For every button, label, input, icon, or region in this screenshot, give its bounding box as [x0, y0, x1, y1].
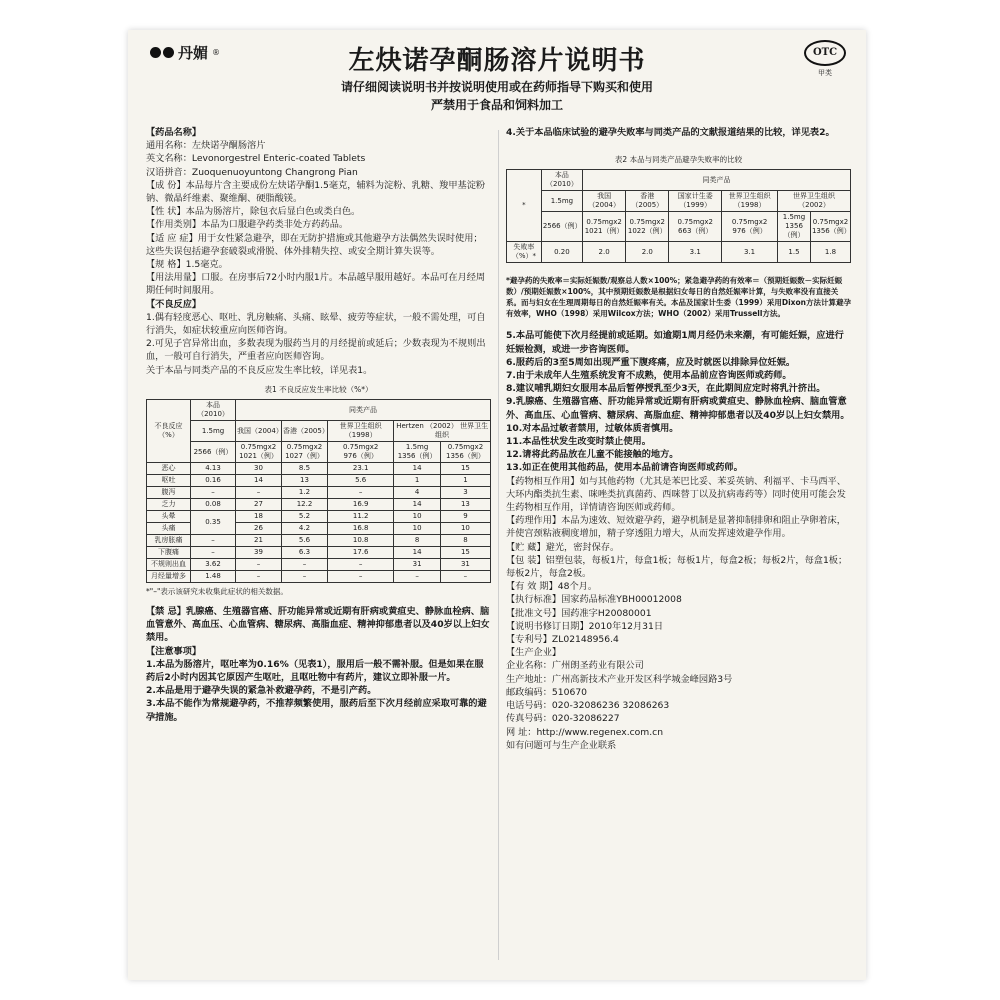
table1-cell: 31: [394, 559, 441, 571]
table2-cell: 2.0: [583, 242, 626, 263]
table2-dose-who98: 0.75mgx2 976（例）: [722, 212, 778, 242]
adverse-item-1: 1.偶有轻度恶心、呕吐、乳房触痛、头痛、眩晕、疲劳等症状，一般不需处理，可自行消失，如症状较重应向医师咨询。: [146, 311, 486, 337]
table2-cell: 3.1: [669, 242, 722, 263]
table-row: [147, 463, 491, 475]
section-standard: 【执行标准】国家药品标准YBH00012008: [506, 594, 682, 606]
manufacturer-fax: 传真号码：020-32086227: [506, 713, 620, 725]
table1-cell: 4.2: [282, 523, 328, 535]
table2-header-hk: 香港（2005）: [626, 191, 669, 212]
table1-cell: –: [440, 571, 490, 583]
manufacturer-website: 网 址：http://www.regenex.com.cn: [506, 726, 664, 738]
table1-adverse-reactions: [146, 399, 491, 583]
table2-cell: 0.20: [541, 242, 582, 263]
table2-dose-cn: 0.75mgx2 1021（例）: [583, 212, 626, 242]
generic-name: 通用名称：左炔诺孕酮肠溶片: [146, 140, 266, 152]
manufacturer-phone: 电话号码：020-32086236 32086263: [506, 700, 670, 712]
table1-cell: 乏力: [147, 499, 191, 511]
section-approval: 【批准文号】国药准字H20080001: [506, 607, 652, 619]
precaution-10: 10.对本品过敏者禁用，过敏体质者慎用。: [506, 422, 679, 434]
table1-cell: 1: [440, 475, 490, 487]
table1-cell: –: [282, 571, 328, 583]
table1-cell: –: [327, 571, 393, 583]
precaution-3: 3.本品不能作为常规避孕药，不推荐频繁使用，服药后至下次月经前应采取可靠的避孕措施。: [146, 698, 487, 723]
table2-header-who98: 世界卫生组织（1998）: [722, 191, 778, 212]
table1-cell: 10.8: [327, 535, 393, 547]
table1-cell: –: [236, 487, 282, 499]
table1-cell: 10: [394, 523, 441, 535]
section-storage: 【贮 藏】避光，密封保存。: [506, 541, 620, 553]
manufacturer-name: 企业名称：广州朗圣药业有限公司: [506, 660, 644, 672]
table1-cell: 15: [440, 547, 490, 559]
table2-dose-ours: 1.5mg: [541, 191, 582, 212]
table1-cell: –: [191, 487, 236, 499]
table1-cell: –: [236, 571, 282, 583]
table2-dose-w1: 1.5mg 1356（例）: [778, 212, 811, 242]
table2-cell: 2.0: [626, 242, 669, 263]
precaution-5: 5.本品可能使下次月经提前或延期。如逾期1周月经仍未来潮，有可能妊娠，应进行妊娠检测，或进一步咨询医师。: [506, 330, 844, 355]
table2-row-label: 失败率（%）*: [507, 242, 542, 263]
table1-cell: –: [327, 559, 393, 571]
table1-cell: –: [236, 559, 282, 571]
table1-cell: 不规则出血: [147, 559, 191, 571]
table-row: [507, 242, 851, 263]
otc-class: 甲类: [818, 69, 832, 77]
table1-cell: 14: [394, 547, 441, 559]
section-revision-date: 【说明书修订日期】2010年12月31日: [506, 620, 664, 632]
manufacturer-contact: 如有问题可与生产企业联系: [506, 739, 617, 751]
section-package: 【包 装】铝塑包装，每板1片，每盒1板；每板1片，每盒2板；每板2片，每盒1板；每板2片，每盒2板。: [506, 554, 848, 580]
table1-cell: 14: [394, 499, 441, 511]
table1-cell: 18: [236, 511, 282, 523]
precaution-12: 12.请将此药品放在儿童不能接触的地方。: [506, 449, 679, 461]
section-precautions-heading: 【注意事项】: [146, 645, 202, 657]
table1-caption: 表1 不良反应发生率比较（%*）: [264, 384, 373, 394]
section-manufacturer-heading: 【生产企业】: [506, 647, 562, 659]
table2-note: *避孕药的失败率＝实际妊娠数/观察总人数×100%；紧急避孕药的有效率＝（预期妊娠数－实际妊娠数）/预期妊娠数×100%，其中预期妊娠数是根据妇女每日的自然妊娠率计算，与失败率没有直接关系。而与妇女在生理周期每日的自然妊娠率有关。本品及国家计生委（1999）采用Dixon方法计算避孕有效率，WHO（1998）采用Wilcox方法；WHO（2002）采用Trussell方法。: [506, 276, 851, 319]
table2-cell: 3.1: [722, 242, 778, 263]
table2-header-cn: 我国（2004）: [583, 191, 626, 212]
table-row: [147, 499, 491, 511]
table1-dose-h1: 1.5mg 1356（例）: [394, 442, 441, 463]
table2-cell: 1.8: [810, 242, 850, 263]
section-dosage: 【用法用量】口服。在房事后72小时内服1片。本品越早服用越好。本品可在月经周期任何时间服用。: [146, 272, 486, 297]
precaution-13: 13.如正在使用其他药品，使用本品前请咨询医师或药师。: [506, 462, 743, 474]
leaflet-sheet: [128, 30, 866, 980]
table1-cell: 5.2: [282, 511, 328, 523]
column-divider: [498, 130, 499, 960]
otc-badge: [804, 40, 846, 78]
table1-dose-cn: 0.75mgx2 1021（例）: [236, 442, 282, 463]
precaution-8: 8.建议哺乳期妇女服用本品后暂停授乳至少3天，在此期间应定时将乳汁挤出。: [506, 383, 826, 395]
table1-cell: 8.5: [282, 463, 328, 475]
precaution-1: 1.本品为肠溶片，呕吐率为0.16%（见表1），服用后一般不需补服。但是如果在服药后2小时内因其它原因产生呕吐，且呕吐物中有药片，建议立即补服一片。: [146, 658, 484, 684]
table2-n-ours: 2566（例）: [541, 212, 582, 242]
table-row: [147, 547, 491, 559]
precaution-11: 11.本品性状发生改变时禁止使用。: [506, 436, 651, 448]
food-warning: 严禁用于食品和饲料加工: [430, 98, 563, 112]
table1-cell: 8: [440, 535, 490, 547]
table-row: [147, 559, 491, 571]
table1-cell: 10: [440, 523, 490, 535]
table1-cell: 10: [394, 511, 441, 523]
document-title: 左炔诺孕酮肠溶片说明书: [348, 46, 646, 76]
table2-header-ours: 本品（2010）: [541, 170, 582, 191]
section-adverse-heading: 【不良反应】: [146, 298, 202, 310]
table2-cell: 1.5: [778, 242, 811, 263]
table1-header-cn: 我国（2004）: [236, 421, 282, 442]
table1-cell: 5.6: [327, 475, 393, 487]
table1-cell: 16.9: [327, 499, 393, 511]
table1-cell: 3: [440, 487, 490, 499]
section-appearance: 【性 状】本品为肠溶片，除包衣后显白色或类白色。: [146, 206, 361, 218]
table1-cell: 0.35: [191, 511, 236, 535]
table2-failure-rate: [506, 169, 851, 263]
table1-cell: 14: [236, 475, 282, 487]
table1-dose-h2: 0.75mgx2 1356（例）: [440, 442, 490, 463]
section-validity: 【有 效 期】48个月。: [506, 581, 598, 593]
section-contraindications: 【禁 忌】乳腺癌、生殖器官癌、肝功能异常或近期有肝病或黄疸史、静脉血栓病、脑血管意外、高血压、心血管病、糖尿病、高脂血症、精神抑郁患者以及40岁以上妇女禁用。: [146, 606, 490, 644]
table1-cell: 下腹痛: [147, 547, 191, 559]
table1-cell: 0.08: [191, 499, 236, 511]
precaution-7: 7.由于未成年人生殖系统发育不成熟，使用本品前应咨询医师或药师。: [506, 370, 792, 382]
table1-cell: 5.6: [282, 535, 328, 547]
table1-cell: 17.6: [327, 547, 393, 559]
table2-header-group: 同类产品: [583, 170, 851, 191]
table1-cell: 27: [236, 499, 282, 511]
table1-cell: 乳房胀痛: [147, 535, 191, 547]
adverse-item-3: 关于本品与同类产品的不良反应发生率比较，详见表1。: [146, 364, 373, 376]
section-drug-name-heading: 【药品名称】: [146, 127, 202, 138]
manufacturer-address: 生产地址：广州高新技术产业开发区科学城金峰园路3号: [506, 673, 733, 685]
table1-dose-hk: 0.75mgx2 1027（例）: [282, 442, 328, 463]
table1-cell: –: [327, 487, 393, 499]
precaution-2: 2.本品是用于避孕失误的紧急补救避孕药，不是引产药。: [146, 685, 377, 697]
table1-cell: 21: [236, 535, 282, 547]
table1-cell: 3.62: [191, 559, 236, 571]
table1-header-group: 同类产品: [236, 400, 491, 421]
table1-cell: 26: [236, 523, 282, 535]
section-pharmacology: 【药理作用】本品为速效、短效避孕药，避孕机制是显著抑制排卵和阻止孕卵着床，并使宫颈粘液稠度增加，精子穿透阻力增大，从而发挥速效避孕作用。: [506, 515, 846, 540]
table2-header-blank: *: [507, 170, 542, 242]
table1-cell: –: [394, 571, 441, 583]
table2-dose-fp: 0.75mgx2 663（例）: [669, 212, 722, 242]
table1-cell: 15: [440, 463, 490, 475]
table1-cell: –: [191, 547, 236, 559]
table2-caption: 表2 本品与同类产品避孕失败率的比较: [614, 155, 743, 165]
table1-cell: 16.8: [327, 523, 393, 535]
table1-cell: 31: [440, 559, 490, 571]
table1-cell: 呕吐: [147, 475, 191, 487]
table1-cell: 4.13: [191, 463, 236, 475]
table1-cell: 14: [394, 463, 441, 475]
section-specification: 【规 格】1.5毫克。: [146, 259, 228, 271]
table1-cell: –: [282, 559, 328, 571]
table1-cell: 23.1: [327, 463, 393, 475]
brand-name: 丹媚: [178, 44, 209, 62]
section-ingredients: 【成 份】本品每片含主要成份左炔诺孕酮1.5毫克，辅料为淀粉、乳糖、羧甲基淀粉钠、微晶纤维素、聚维酮、硬脂酸镁。: [146, 179, 486, 205]
table1-header-side: 不良反应（%）: [147, 400, 191, 463]
table1-cell: 1: [394, 475, 441, 487]
table1-cell: 1.2: [282, 487, 328, 499]
precaution-6: 6.服药后的3至5周如出现严重下腹疼痛，应及时就医以排除异位妊娠。: [506, 356, 796, 368]
table1-cell: 11.2: [327, 511, 393, 523]
section-indications: 【适 应 症】用于女性紧急避孕，即在无防护措施或其他避孕方法偶然失误时使用；这些失误包括避孕套破裂或滑脱、体外排精失控、或安全期计算失误等。: [146, 232, 483, 257]
table1-cell: 头晕: [147, 511, 191, 523]
table1-header-who: 世界卫生组织（1998）: [327, 421, 393, 442]
table1-n-ours: 2566（例）: [191, 442, 236, 463]
table1-cell: 9: [440, 511, 490, 523]
table1-cell: 月经量增多: [147, 571, 191, 583]
table2-dose-hk: 0.75mgx2 1022（例）: [626, 212, 669, 242]
manufacturer-zip: 邮政编码：510670: [506, 686, 588, 698]
table1-note: *"–"表示该研究未收集此症状的相关数据。: [146, 587, 288, 597]
table1-body: [147, 463, 491, 583]
pinyin-name: 汉语拼音：Zuoquenuoyuntong Changrong Pian: [146, 166, 358, 178]
registered-mark: ®: [212, 48, 221, 57]
section-patent: 【专利号】ZL02148956.4: [506, 634, 619, 646]
table2-dose-w2: 0.75mgx2 1356（例）: [810, 212, 850, 242]
table1-cell: 头痛: [147, 523, 191, 535]
table1-cell: 0.16: [191, 475, 236, 487]
table2-header-fp: 国家计生委（1999）: [669, 191, 722, 212]
left-column: [146, 126, 491, 724]
section-interactions: 【药物相互作用】如与其他药物（尤其是苯巴比妥、苯妥英钠、利福平、卡马西平、大环内酯类抗生素、咪唑类抗真菌药、西咪替丁以及抗病毒药等）同时使用可能会发生药物相互作用，详情请咨询医师或药师。: [506, 475, 846, 514]
table1-cell: 13: [282, 475, 328, 487]
table-row: [147, 535, 491, 547]
table-row: [147, 475, 491, 487]
table1-dose-who: 0.75mgx2 976（例）: [327, 442, 393, 463]
table1-cell: 恶心: [147, 463, 191, 475]
table1-cell: 1.48: [191, 571, 236, 583]
english-name: 英文名称：Levonorgestrel Enteric-coated Tablets: [146, 153, 366, 165]
table1-header-hk: 香港（2005）: [282, 421, 328, 442]
table1-dose-ours: 1.5mg: [191, 421, 236, 442]
right-column: [506, 126, 851, 752]
table1-cell: 30: [236, 463, 282, 475]
precaution-4: 4.关于本品临床试验的避孕失败率与同类产品的文献报道结果的比较，详见表2。: [506, 127, 835, 138]
table1-cell: –: [191, 535, 236, 547]
table1-cell: 8: [394, 535, 441, 547]
table-row: [147, 511, 491, 523]
table-row: [147, 571, 491, 583]
table1-cell: 6.3: [282, 547, 328, 559]
section-category: 【作用类别】本品为口服避孕药类非处方药药品。: [146, 219, 349, 231]
table1-cell: 腹泻: [147, 487, 191, 499]
table1-cell: 39: [236, 547, 282, 559]
table-row: [147, 487, 491, 499]
table2-header-who02: 世界卫生组织（2002）: [778, 191, 851, 212]
instruction-notice: 请仔细阅读说明书并按说明使用或在药师指导下购买和使用: [340, 80, 653, 94]
adverse-item-2: 2.可见子宫异常出血，多数表现为服药当月的月经提前或延后；少数表现为不规则出血，一般可自行消失，严重者应向医师咨询。: [146, 338, 486, 363]
table1-header-hertzen: Hertzen （2002） 世界卫生组织: [394, 421, 491, 442]
table1-cell: 4: [394, 487, 441, 499]
table1-header-ours: 本品（2010）: [191, 400, 236, 421]
table1-cell: 12.2: [282, 499, 328, 511]
otc-label: OTC: [804, 40, 846, 66]
precaution-9: 9.乳腺癌、生殖器官癌、肝功能异常或近期有肝病或黄疸史、静脉血栓病、脑血管意外、高血压、心血管病、糖尿病、高脂血症、精神抑郁患者以及40岁以上妇女禁用。: [506, 396, 850, 421]
table1-cell: 13: [440, 499, 490, 511]
